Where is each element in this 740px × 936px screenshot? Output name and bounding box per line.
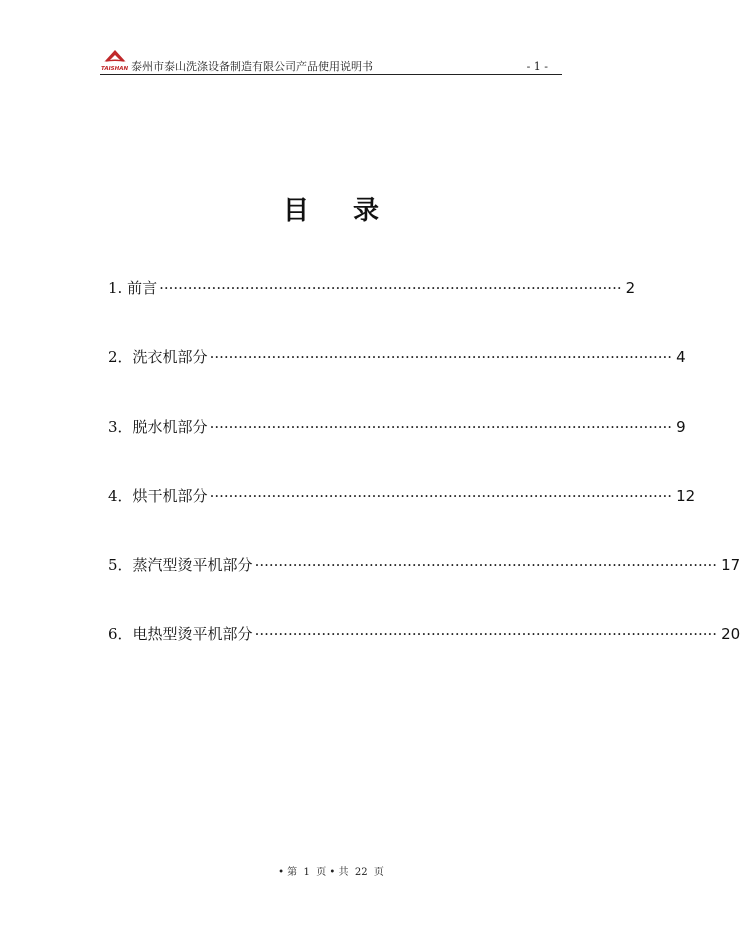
toc-number: 4． xyxy=(108,487,133,505)
title-char-left: 目 xyxy=(282,196,309,226)
toc-leader: ································································································· xyxy=(254,556,718,574)
toc-entry[interactable] xyxy=(108,622,740,646)
toc-page-number: 17 xyxy=(721,556,740,574)
toc-leader: ································································································· xyxy=(254,625,718,643)
toc-entry[interactable] xyxy=(108,553,740,577)
toc-page-number: 9 xyxy=(676,418,686,436)
toc-title: 烘干机部分 xyxy=(132,487,208,505)
toc-entry[interactable] xyxy=(108,484,696,508)
toc-leader: ································································································· xyxy=(159,279,622,297)
toc-title: 脱水机部分 xyxy=(132,418,208,436)
toc-number: 1. xyxy=(108,279,128,297)
title-char-right: 录 xyxy=(353,196,380,226)
header-title: 泰州市泰山洗涤设备制造有限公司产品使用说明书 xyxy=(131,60,373,73)
toc-number: 5． xyxy=(108,556,133,574)
taishan-logo xyxy=(100,48,130,74)
toc-leader: ································································································· xyxy=(209,348,673,366)
page-footer: • 第 1 页 • 共 22 页 xyxy=(278,867,384,878)
toc-number: 3． xyxy=(108,418,133,436)
toc-entry[interactable] xyxy=(108,345,686,369)
toc-entry[interactable] xyxy=(108,415,686,439)
toc-title: 电热型烫平机部分 xyxy=(132,625,253,643)
toc-page-number: 12 xyxy=(676,487,696,505)
toc-leader: ································································································· xyxy=(209,418,673,436)
toc-title: 洗衣机部分 xyxy=(132,348,208,366)
toc-page-number: 2 xyxy=(625,279,636,297)
toc-title: 蒸汽型烫平机部分 xyxy=(132,556,253,574)
toc-number: 2． xyxy=(108,348,133,366)
toc-entry[interactable] xyxy=(108,276,636,300)
page-header xyxy=(100,48,562,75)
logo-text: TAISHAN xyxy=(101,66,129,72)
toc-page-number: 20 xyxy=(721,625,740,643)
header-rule xyxy=(100,74,562,75)
toc-number: 6． xyxy=(108,625,133,643)
toc-page-number: 4 xyxy=(676,348,686,366)
toc-title: 前言 xyxy=(127,279,158,297)
document-title xyxy=(0,193,662,229)
header-page-number: - 1 - xyxy=(526,60,548,73)
toc-leader: ································································································· xyxy=(209,487,673,505)
